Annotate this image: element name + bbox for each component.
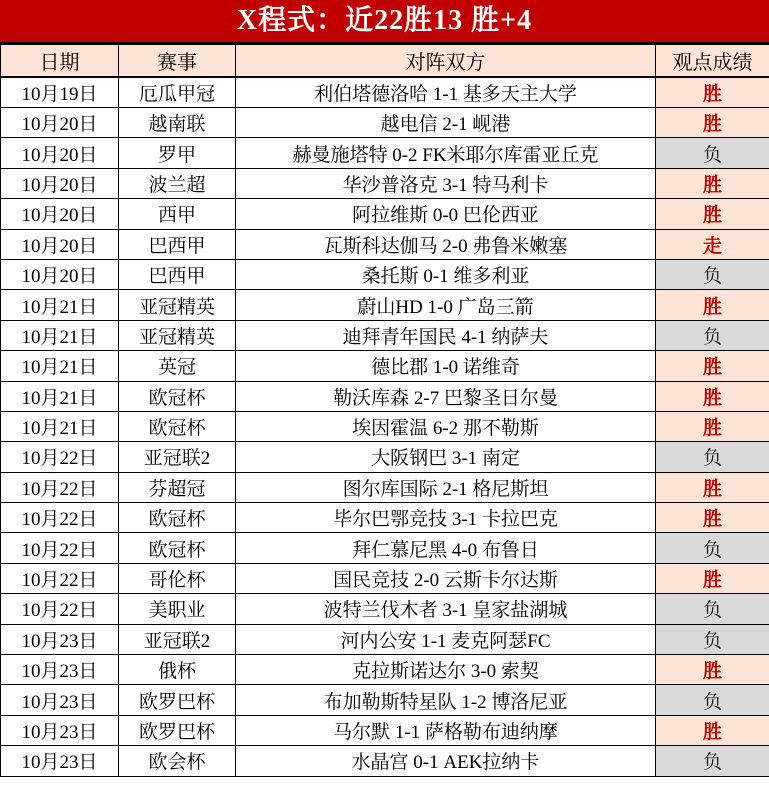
date-cell: 10月21日 xyxy=(1,320,119,350)
league-cell: 欧罗巴杯 xyxy=(119,685,236,715)
result-cell: 负 xyxy=(656,138,769,168)
date-cell: 10月21日 xyxy=(1,290,119,320)
league-cell: 越南联 xyxy=(119,108,236,138)
match-cell: 勒沃库森 2-7 巴黎圣日尔曼 xyxy=(236,381,656,411)
match-cell: 华沙普洛克 3-1 特马利卡 xyxy=(236,168,656,198)
date-cell: 10月23日 xyxy=(1,715,119,745)
table-row xyxy=(1,411,769,441)
date-cell: 10月20日 xyxy=(1,199,119,229)
match-cell: 赫曼施塔特 0-2 FK米耶尔库雷亚丘克 xyxy=(236,138,656,168)
league-cell: 亚冠联2 xyxy=(119,442,236,472)
result-cell: 胜 xyxy=(656,503,769,533)
result-cell: 胜 xyxy=(656,290,769,320)
league-cell: 欧罗巴杯 xyxy=(119,715,236,745)
match-cell: 瓦斯科达伽马 2-0 弗鲁米嫩塞 xyxy=(236,229,656,259)
date-cell: 10月21日 xyxy=(1,381,119,411)
match-cell: 桑托斯 0-1 维多利亚 xyxy=(236,259,656,289)
result-cell: 胜 xyxy=(656,199,769,229)
table-row xyxy=(1,168,769,198)
league-cell: 芬超冠 xyxy=(119,472,236,502)
league-cell: 巴西甲 xyxy=(119,259,236,289)
match-cell: 图尔库国际 2-1 格尼斯坦 xyxy=(236,472,656,502)
date-cell: 10月22日 xyxy=(1,472,119,502)
header-row xyxy=(1,45,769,78)
league-cell: 亚冠精英 xyxy=(119,320,236,350)
result-cell: 负 xyxy=(656,442,769,472)
match-cell: 蔚山HD 1-0 广岛三箭 xyxy=(236,290,656,320)
league-cell: 亚冠联2 xyxy=(119,624,236,654)
league-cell: 俄杯 xyxy=(119,655,236,685)
table-body xyxy=(1,77,769,776)
result-cell: 胜 xyxy=(656,77,769,108)
table-row xyxy=(1,320,769,350)
match-cell: 河内公安 1-1 麦克阿瑟FC xyxy=(236,624,656,654)
result-cell: 胜 xyxy=(656,381,769,411)
result-cell: 胜 xyxy=(656,411,769,441)
table-row xyxy=(1,594,769,624)
league-cell: 欧会杯 xyxy=(119,746,236,776)
match-cell: 波特兰伐木者 3-1 皇家盐湖城 xyxy=(236,594,656,624)
date-cell: 10月21日 xyxy=(1,411,119,441)
header-date: 日期 xyxy=(1,45,119,78)
table-row xyxy=(1,229,769,259)
table-row xyxy=(1,259,769,289)
result-cell: 负 xyxy=(656,685,769,715)
table-row xyxy=(1,138,769,168)
match-cell: 越电信 2-1 岘港 xyxy=(236,108,656,138)
table-row xyxy=(1,746,769,776)
date-cell: 10月22日 xyxy=(1,563,119,593)
date-cell: 10月20日 xyxy=(1,108,119,138)
results-table xyxy=(0,44,769,777)
result-cell: 负 xyxy=(656,624,769,654)
page-title: X程式：近22胜13 胜+4 xyxy=(0,0,769,44)
match-cell: 国民竞技 2-0 云斯卡尔达斯 xyxy=(236,563,656,593)
result-cell: 负 xyxy=(656,320,769,350)
table-row xyxy=(1,442,769,472)
header-match: 对阵双方 xyxy=(236,45,656,78)
match-cell: 克拉斯诺达尔 3-0 索契 xyxy=(236,655,656,685)
table-row xyxy=(1,351,769,381)
header-league: 赛事 xyxy=(119,45,236,78)
date-cell: 10月20日 xyxy=(1,259,119,289)
league-cell: 英冠 xyxy=(119,351,236,381)
result-cell: 胜 xyxy=(656,563,769,593)
result-cell: 负 xyxy=(656,533,769,563)
result-cell: 胜 xyxy=(656,108,769,138)
table-row xyxy=(1,381,769,411)
result-cell: 胜 xyxy=(656,168,769,198)
league-cell: 西甲 xyxy=(119,199,236,229)
league-cell: 巴西甲 xyxy=(119,229,236,259)
date-cell: 10月23日 xyxy=(1,746,119,776)
date-cell: 10月20日 xyxy=(1,168,119,198)
table-row xyxy=(1,108,769,138)
table-row xyxy=(1,290,769,320)
table-row xyxy=(1,533,769,563)
result-cell: 胜 xyxy=(656,472,769,502)
match-cell: 大阪钢巴 3-1 南定 xyxy=(236,442,656,472)
league-cell: 哥伦杯 xyxy=(119,563,236,593)
match-cell: 阿拉维斯 0-0 巴伦西亚 xyxy=(236,199,656,229)
match-cell: 布加勒斯特星队 1-2 博洛尼亚 xyxy=(236,685,656,715)
match-cell: 马尔默 1-1 萨格勒布迪纳摩 xyxy=(236,715,656,745)
league-cell: 亚冠精英 xyxy=(119,290,236,320)
league-cell: 厄瓜甲冠 xyxy=(119,77,236,108)
match-cell: 水晶宫 0-1 AEK拉纳卡 xyxy=(236,746,656,776)
league-cell: 美职业 xyxy=(119,594,236,624)
league-cell: 欧冠杯 xyxy=(119,411,236,441)
table-row xyxy=(1,655,769,685)
league-cell: 罗甲 xyxy=(119,138,236,168)
date-cell: 10月19日 xyxy=(1,77,119,108)
date-cell: 10月23日 xyxy=(1,624,119,654)
date-cell: 10月23日 xyxy=(1,685,119,715)
header-result: 观点成绩 xyxy=(656,45,769,78)
league-cell: 欧冠杯 xyxy=(119,503,236,533)
league-cell: 波兰超 xyxy=(119,168,236,198)
result-cell: 负 xyxy=(656,594,769,624)
match-cell: 埃因霍温 6-2 那不勒斯 xyxy=(236,411,656,441)
result-cell: 胜 xyxy=(656,655,769,685)
date-cell: 10月22日 xyxy=(1,533,119,563)
result-cell: 负 xyxy=(656,746,769,776)
match-cell: 拜仁慕尼黑 4-0 布鲁日 xyxy=(236,533,656,563)
result-cell: 负 xyxy=(656,259,769,289)
date-cell: 10月20日 xyxy=(1,229,119,259)
match-cell: 迪拜青年国民 4-1 纳萨夫 xyxy=(236,320,656,350)
league-cell: 欧冠杯 xyxy=(119,381,236,411)
match-cell: 毕尔巴鄂竞技 3-1 卡拉巴克 xyxy=(236,503,656,533)
match-cell: 利伯塔德洛哈 1-1 基多天主大学 xyxy=(236,77,656,108)
table-row xyxy=(1,472,769,502)
table-row xyxy=(1,715,769,745)
table-row xyxy=(1,624,769,654)
result-cell: 走 xyxy=(656,229,769,259)
league-cell: 欧冠杯 xyxy=(119,533,236,563)
match-cell: 德比郡 1-0 诺维奇 xyxy=(236,351,656,381)
date-cell: 10月20日 xyxy=(1,138,119,168)
date-cell: 10月22日 xyxy=(1,442,119,472)
table-row xyxy=(1,563,769,593)
date-cell: 10月23日 xyxy=(1,655,119,685)
result-cell: 胜 xyxy=(656,351,769,381)
table-row xyxy=(1,77,769,108)
table-row xyxy=(1,199,769,229)
date-cell: 10月22日 xyxy=(1,503,119,533)
date-cell: 10月22日 xyxy=(1,594,119,624)
table-row xyxy=(1,503,769,533)
date-cell: 10月21日 xyxy=(1,351,119,381)
result-cell: 胜 xyxy=(656,715,769,745)
table-row xyxy=(1,685,769,715)
